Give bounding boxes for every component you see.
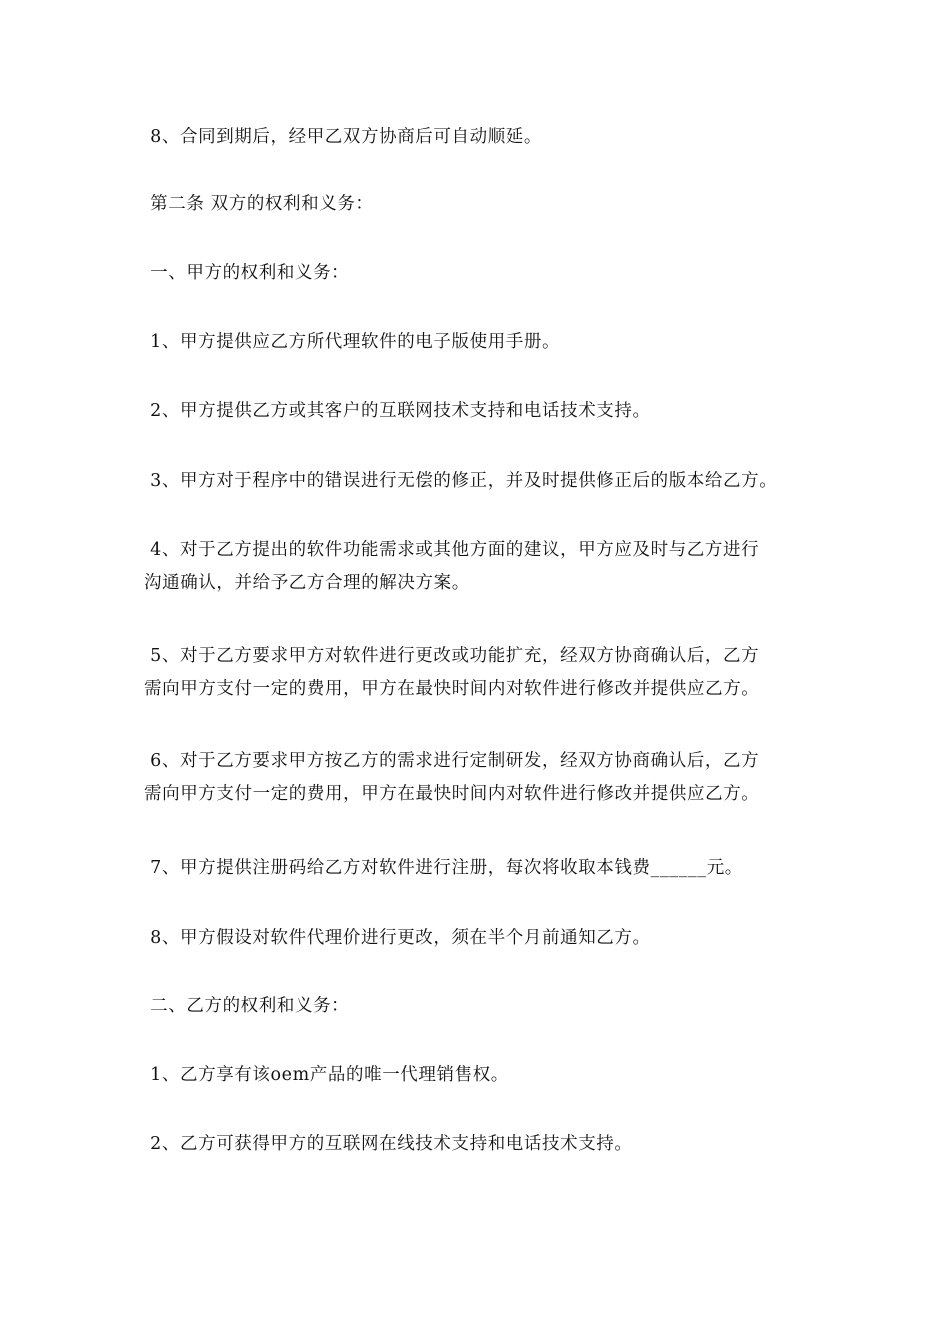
paragraph-party-a-item-7: 7、甲方提供注册码给乙方对软件进行注册，每次将收取本钱费______元。: [144, 858, 743, 878]
paragraph-party-b-item-2: 2、乙方可获得甲方的互联网在线技术支持和电话技术支持。: [144, 1134, 633, 1154]
paragraph-article-two-heading: 第二条 双方的权利和义务：: [144, 194, 374, 214]
paragraph-party-a-item-2: 2、甲方提供乙方或其客户的互联网技术支持和电话技术支持。: [144, 401, 651, 421]
paragraph-party-a-item-8: 8、甲方假设对软件代理价进行更改，须在半个月前通知乙方。: [144, 928, 651, 948]
paragraph-party-a-item-4: 4、对于乙方提出的软件功能需求或其他方面的建议，甲方应及时与乙方进行 沟通确认，并给予乙方合理的解决方案。: [144, 540, 760, 593]
paragraph-party-a-item-6: 6、对于乙方要求甲方按乙方的需求进行定制研发，经双方协商确认后，乙方 需向甲方支付一定的费用，甲方在最快时间内对软件进行修改并提供应乙方。: [144, 751, 760, 804]
paragraph-party-a-heading: 一、甲方的权利和义务：: [144, 263, 350, 283]
paragraph-contract-extension: 8、合同到期后，经甲乙双方协商后可自动顺延。: [144, 127, 543, 147]
paragraph-party-a-item-1: 1、甲方提供应乙方所代理软件的电子版使用手册。: [144, 332, 561, 352]
paragraph-party-b-item-1: 1、乙方享有该oem产品的唯一代理销售权。: [144, 1065, 509, 1085]
paragraph-party-b-heading: 二、乙方的权利和义务：: [144, 996, 350, 1016]
paragraph-party-a-item-3: 3、甲方对于程序中的错误进行无偿的修正，并及时提供修正后的版本给乙方。: [144, 471, 778, 491]
paragraph-party-a-item-5: 5、对于乙方要求甲方对软件进行更改或功能扩充，经双方协商确认后，乙方 需向甲方支付一定的费用，甲方在最快时间内对软件进行修改并提供应乙方。: [144, 646, 760, 699]
